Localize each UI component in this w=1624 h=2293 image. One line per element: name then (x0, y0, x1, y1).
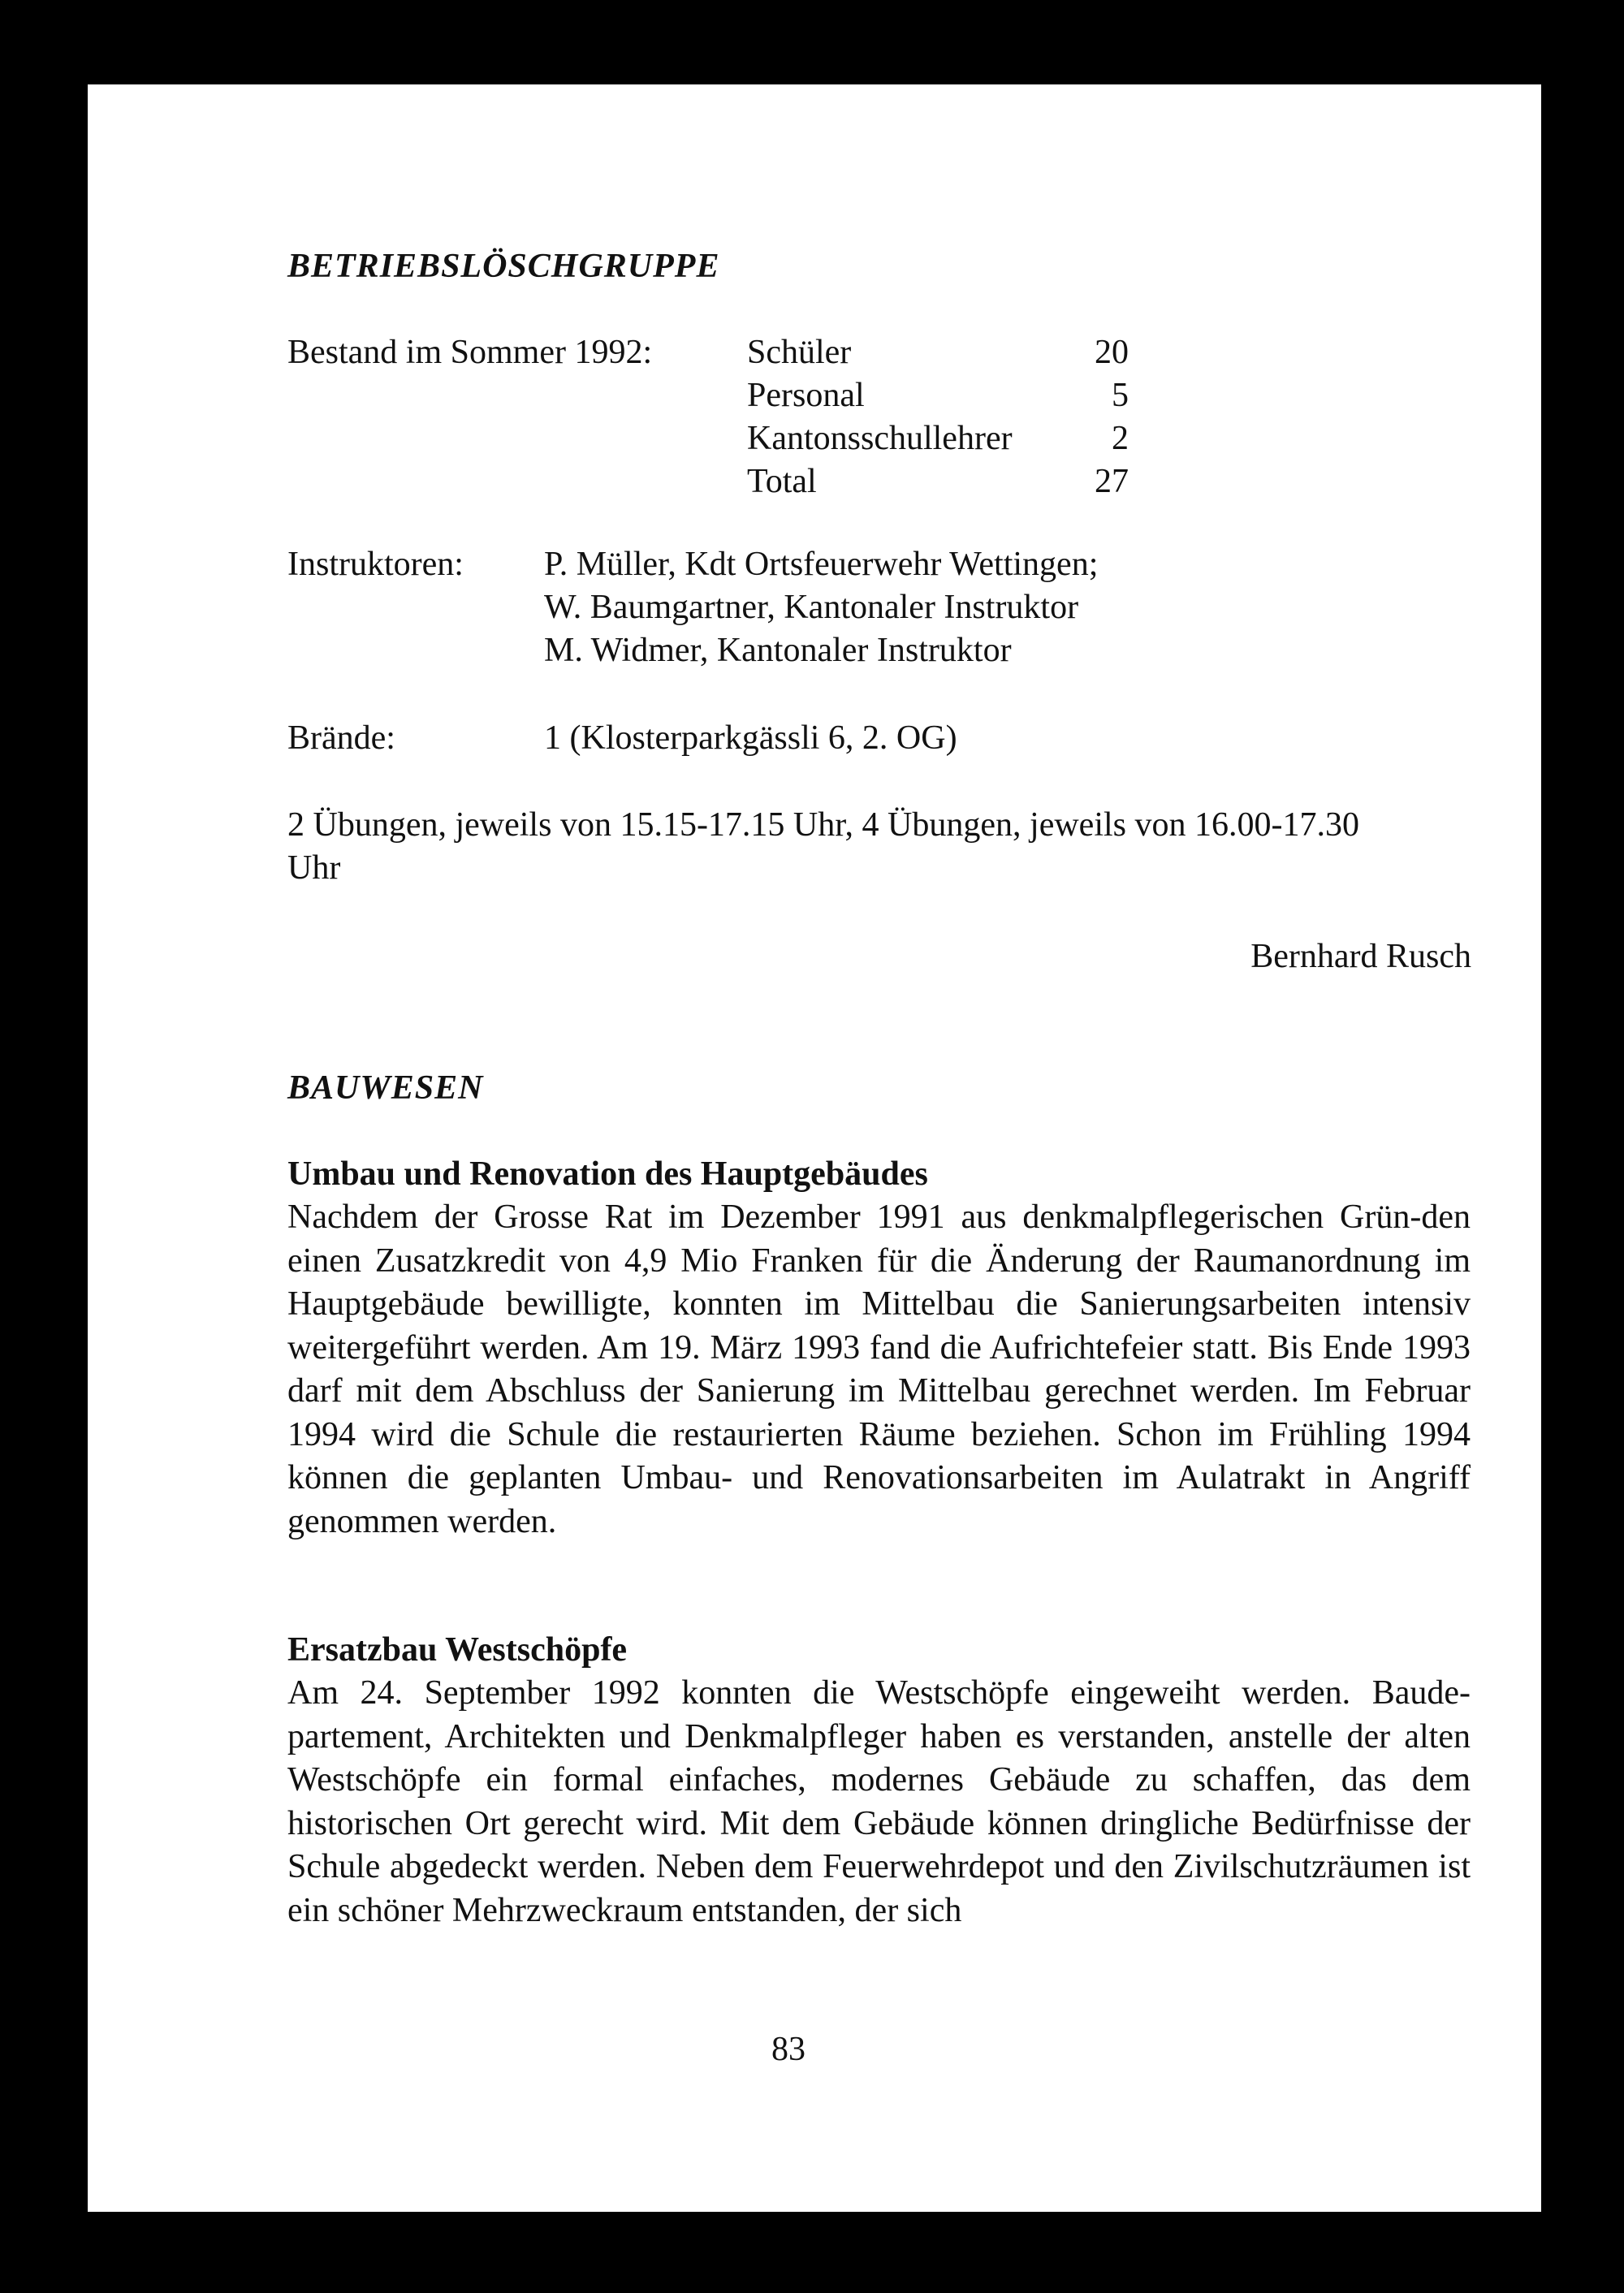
bestand-row-label: Schüler (747, 334, 852, 371)
paragraph-umbau: Nachdem der Grosse Rat im Dezember 1991 aus denkmalpflegerischen Grün-den einen Zusatzkredit von 4,9 Mio Franken für die Änderung der Raumanordnung im Hauptgebäude bewilligte, konnten im Mittelbau die Sanierungsarbeiten intensiv weitergeführt werden. Am 19. März 1993 fand die Aufrichtefeier statt. Bis Ende 1993 darf mit dem Abschluss der Sanierung im Mittelbau gerechnet werden. Im Februar 1994 wird die Schule die restaurierten Räume beziehen. Schon im Frühling 1994 können die geplanten Umbau- und Renovationsarbeiten im Aulatrakt in Angriff genommen werden. (287, 1198, 1471, 1540)
bestand-row-label: Personal (747, 377, 865, 414)
subheading-umbau: Umbau und Renovation des Hauptgebäudes (287, 1155, 928, 1193)
paragraph-westschoepfe: Am 24. September 1992 konnten die Westschöpfe eingeweiht werden. Baude-partement, Architekten und Denkmalpfleger haben es verstanden, anstelle der alten Westschöpfe ein formal einfaches, modernes Gebäude zu schaffen, das dem historischen Ort gerecht wird. Mit dem Gebäude können dringliche Bedürfnisse der Schule abgedeckt werden. Neben dem Feuerwehrdepot und den Zivilschutzräumen ist ein schöner Mehrzweckraum entstanden, der sich (287, 1674, 1471, 1929)
document-page (88, 84, 1541, 2212)
instruktor-line: P. Müller, Kdt Ortsfeuerwehr Wettingen; (544, 546, 1099, 583)
bestand-row-value: 5 (1112, 377, 1129, 414)
bestand-row-value: 2 (1112, 420, 1129, 457)
subheading-westschoepfe: Ersatzbau Westschöpfe (287, 1631, 628, 1669)
bestand-row-value: 20 (1095, 334, 1129, 371)
braende-value: 1 (Klosterparkgässli 6, 2. OG) (544, 719, 957, 757)
author-signature: Bernhard Rusch (1250, 938, 1471, 975)
bestand-row-label: Kantonsschullehrer (747, 420, 1013, 457)
section-title-betrieb: BETRIEBSLÖSCHGRUPPE (287, 248, 720, 285)
bestand-row-label: Total (747, 463, 817, 500)
uebungen-line: Uhr (287, 849, 341, 887)
bestand-label: Bestand im Sommer 1992: (287, 334, 653, 371)
instruktor-line: M. Widmer, Kantonaler Instruktor (544, 632, 1012, 669)
uebungen-line: 2 Übungen, jeweils von 15.15-17.15 Uhr, 4 Übungen, jeweils von 16.00-17.30 (287, 806, 1359, 844)
section-title-bauwesen: BAUWESEN (287, 1069, 484, 1107)
instruktoren-label: Instruktoren: (287, 546, 464, 583)
page-number: 83 (771, 2031, 806, 2068)
braende-label: Brände: (287, 719, 395, 757)
bestand-row-value: 27 (1095, 463, 1129, 500)
instruktor-line: W. Baumgartner, Kantonaler Instruktor (544, 589, 1079, 626)
